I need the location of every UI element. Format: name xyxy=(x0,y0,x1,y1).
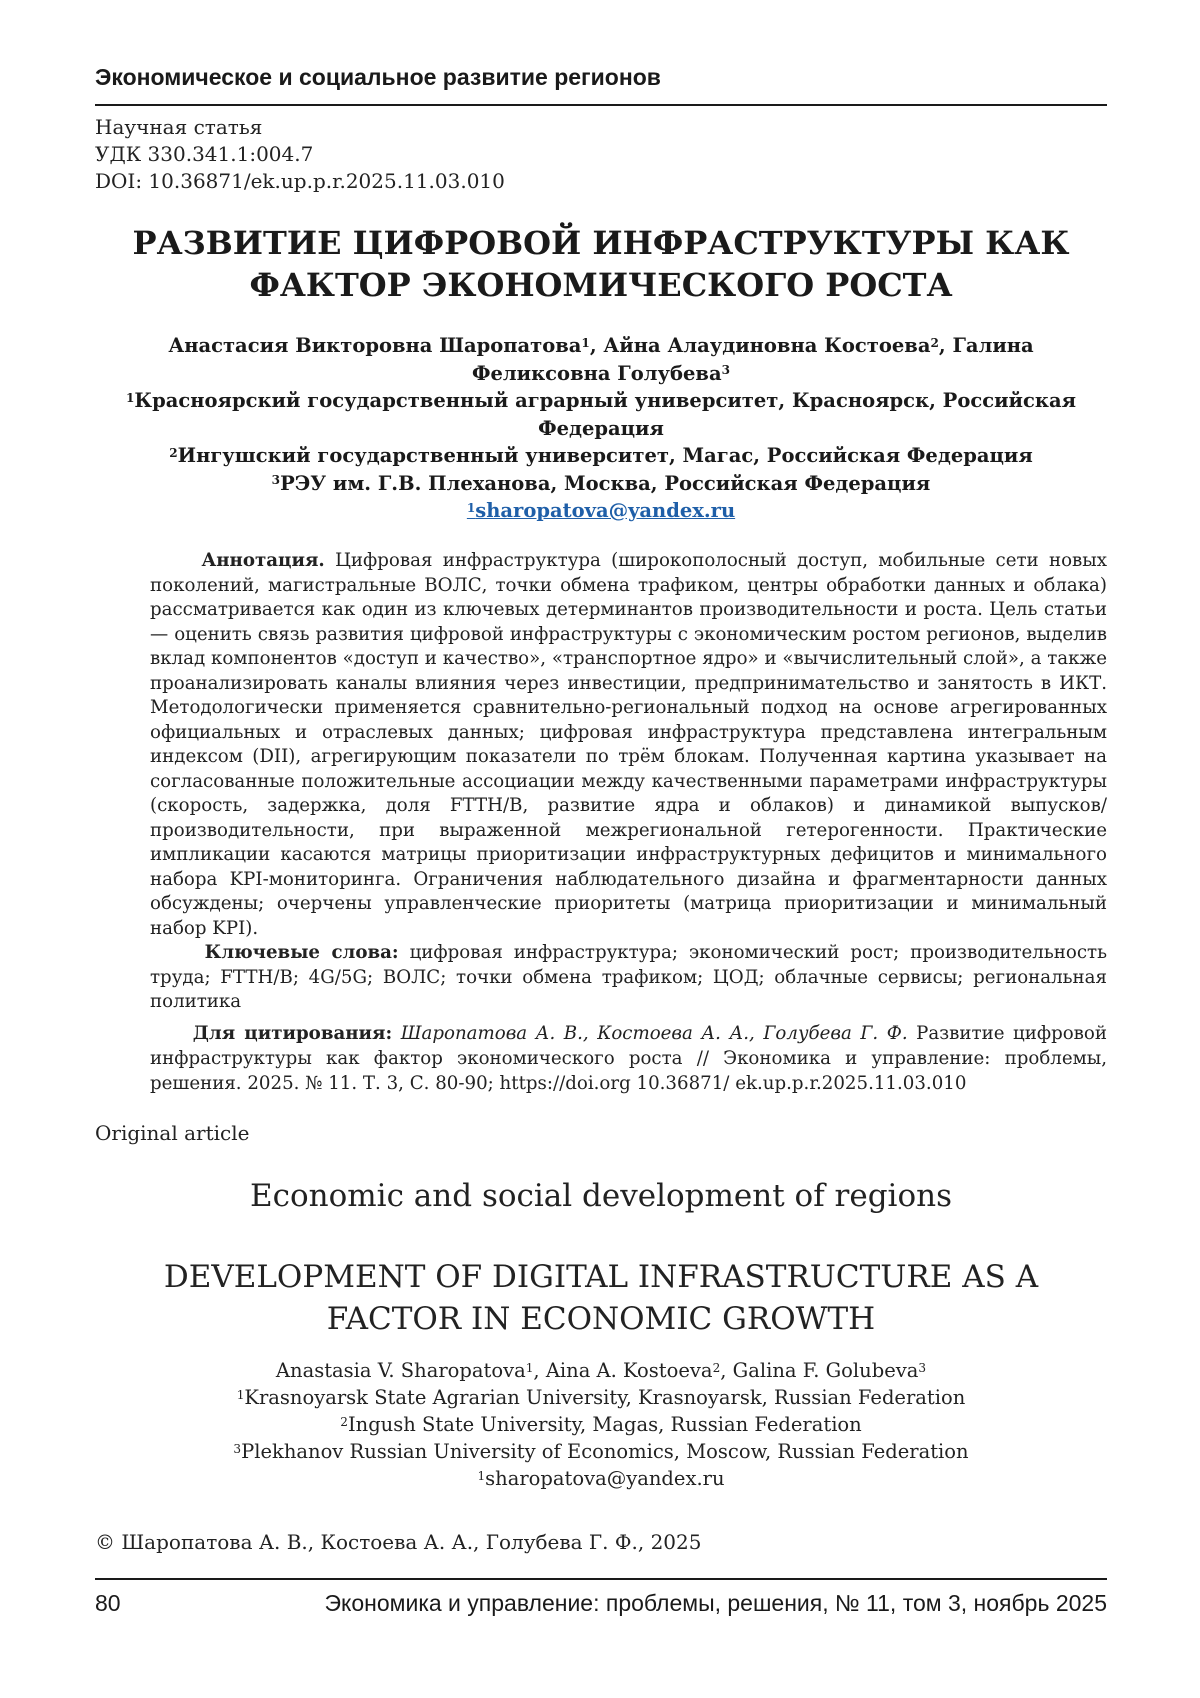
affiliation-mark: 1 xyxy=(581,335,590,350)
affiliation-text: Ингушский государственный университет, Магас, Российская Федерация xyxy=(177,444,1033,467)
article-meta xyxy=(95,114,505,195)
citation-block xyxy=(150,1021,1107,1096)
author-name: Анастасия Викторовна Шаропатова xyxy=(168,334,582,357)
email-en xyxy=(95,1465,1107,1492)
header-divider xyxy=(95,104,1107,106)
affiliation-mark: 3 xyxy=(233,1441,242,1456)
title-en-line2: FACTOR IN ECONOMIC GROWTH xyxy=(326,1301,876,1337)
affiliation-ru-3 xyxy=(110,470,1092,498)
affiliation-mark: 3 xyxy=(918,1360,927,1375)
authors-block-ru xyxy=(110,332,1092,525)
keywords-text: цифровая инфраструктура; экономический рост; производительность труда; FTTH/B; 4G/5G; ВОЛС; точки обмена трафиком; ЦОД; облачные сервисы; региональная политика xyxy=(150,942,1107,1012)
authors-en-names: Anastasia V. Sharopatova$^1$, Aina A. Kostoeva$^2$, Galina F. Golubeva$^3$ xyxy=(275,1359,927,1382)
keywords-paragraph xyxy=(150,941,1107,1015)
affiliation-mark: 1 xyxy=(477,1468,486,1483)
affiliation-en-1 xyxy=(95,1384,1107,1411)
article-type: Научная статья xyxy=(95,115,263,139)
article-title-en xyxy=(95,1256,1107,1340)
affiliation-mark: 2 xyxy=(340,1414,348,1429)
affiliation-mark: 2 xyxy=(712,1360,721,1375)
affiliation-mark: 3 xyxy=(271,473,281,488)
affiliation-ru-2 xyxy=(110,442,1092,470)
affiliation-text: Красноярский государственный аграрный университет, Красноярск, Российская Федерация xyxy=(134,389,1077,440)
affiliation-mark: 2 xyxy=(930,335,939,350)
page-number: 80 xyxy=(95,1590,121,1616)
udc-code: УДК 330.341.1:004.7 xyxy=(95,142,314,166)
abstract-label: Аннотация. xyxy=(201,550,325,571)
section-title-en: Economic and social development of regions xyxy=(250,1178,952,1214)
affiliation-text: РЭУ им. Г.В. Плеханова, Москва, Российская Федерация xyxy=(280,471,931,495)
affiliation-mark: 1 xyxy=(125,390,135,405)
affiliation-mark: 2 xyxy=(169,445,178,460)
affiliation-mark: 1 xyxy=(525,1360,534,1375)
affiliation-mark: 3 xyxy=(721,363,731,378)
title-ru-line1: РАЗВИТИЕ ЦИФРОВОЙ ИНФРАСТРУКТУРЫ КАК xyxy=(132,224,1070,262)
journal-section-header: Экономическое и социальное развитие регионов xyxy=(95,64,661,90)
abstract-block xyxy=(150,549,1107,1015)
affiliation-text: Ingush State University, Magas, Russian Federation xyxy=(347,1413,862,1436)
author-name: Aina A. Kostoeva xyxy=(545,1359,713,1382)
affiliation-text: Plekhanov Russian University of Economics, Moscow, Russian Federation xyxy=(241,1440,969,1463)
copyright-notice: © Шаропатова А. В., Костоева А. А., Голубева Г. Ф., 2025 xyxy=(95,1530,702,1554)
affiliation-ru-1 xyxy=(110,387,1092,442)
authors-ru-names: Анастасия Викторовна Шаропатова$^1$, Айна Алаудиновна Костоева$^2$, Галина Феликсовна Голубева$^3$ xyxy=(168,334,1034,385)
keywords-label: Ключевые слова: xyxy=(204,942,399,963)
author-name: Айна Алаудиновна Костоева xyxy=(603,334,931,357)
authors-block-en xyxy=(95,1357,1107,1492)
journal-footer: Экономика и управление: проблемы, решения, № 11, том 3, ноябрь 2025 xyxy=(324,1590,1107,1616)
affiliation-mark: 1 xyxy=(466,500,476,515)
email-text: sharopatova@yandex.ru xyxy=(485,1467,725,1490)
article-type-en: Original article xyxy=(95,1121,250,1145)
citation-label: Для цитирования: xyxy=(192,1023,393,1044)
affiliation-en-2 xyxy=(95,1411,1107,1438)
abstract-text: Цифровая инфраструктура (широкополосный доступ, мобильные сети новых поколений, магистральные ВОЛС, точки обмена трафиком, центры обработки данных и облака) рассматривается как один из ключевых детерминантов производительности и роста. Цель статьи — оценить связь развития цифровой инфраструктуры с экономическим ростом регионов, выделив вклад компонентов «доступ и качество», «транспортное ядро» и «вычислительный слой», а также проанализировать каналы влияния через инвестиции, предпринимательство и занятость в ИКТ. Методологически применяется сравнительно-региональный подход на основе агрегированных официальных и отраслевых данных; цифровая инфраструктура представлена интегральным индексом (DII), агрегирующим показатели по трём блокам. Полученная картина указывает на согласованные положительные ассоциации между качественными параметрами инфраструктуры (скорость, задержка, доля FTTH/B, развитие ядра и облаков) и динамикой выпусков/производительности, при выраженной межрегиональной гетерогенности. Практические импликации касаются матрицы приоритизации инфраструктурных дефицитов и минимального набора KPI-мониторинга. Ограничения наблюдательного дизайна и фрагментарности данных обсуждены; очерчены управленческие приоритеты (матрица приоритизации и минимальный набор KPI). xyxy=(150,550,1107,939)
author-name: Galina F. Golubeva xyxy=(732,1359,919,1382)
author-name: Галина Феликсовна Голубева xyxy=(471,334,1034,385)
title-ru-line2: ФАКТОР ЭКОНОМИЧЕСКОГО РОСТА xyxy=(249,266,953,304)
citation-text: Развитие цифровой инфраструктуры как фактор экономического роста // Экономика и управление: проблемы, решения. 2025. № 11. Т. 3, С. 80-90; https://doi.org 10.36871/ ek.up.p.r.2025.11.03.010 xyxy=(150,1023,1107,1094)
affiliation-mark: 1 xyxy=(236,1387,245,1402)
affiliation-text: Krasnoyarsk State Agrarian University, Krasnoyarsk, Russian Federation xyxy=(244,1386,966,1409)
author-name: Anastasia V. Sharopatova xyxy=(275,1359,526,1382)
article-title-ru xyxy=(95,222,1107,306)
email-ru[interactable] xyxy=(110,497,1092,525)
title-en-line1: DEVELOPMENT OF DIGITAL INFRASTRUCTURE AS A xyxy=(163,1259,1039,1295)
affiliation-en-3 xyxy=(95,1438,1107,1465)
citation-authors: Шаропатова А. В., Костоева А. А., Голубева Г. Ф. xyxy=(400,1023,908,1044)
doi: DOI: 10.36871/ek.up.p.r.2025.11.03.010 xyxy=(95,169,505,193)
email-link[interactable]: sharopatova@yandex.ru xyxy=(475,499,736,522)
abstract-paragraph xyxy=(150,549,1107,941)
footer-divider xyxy=(95,1578,1107,1580)
